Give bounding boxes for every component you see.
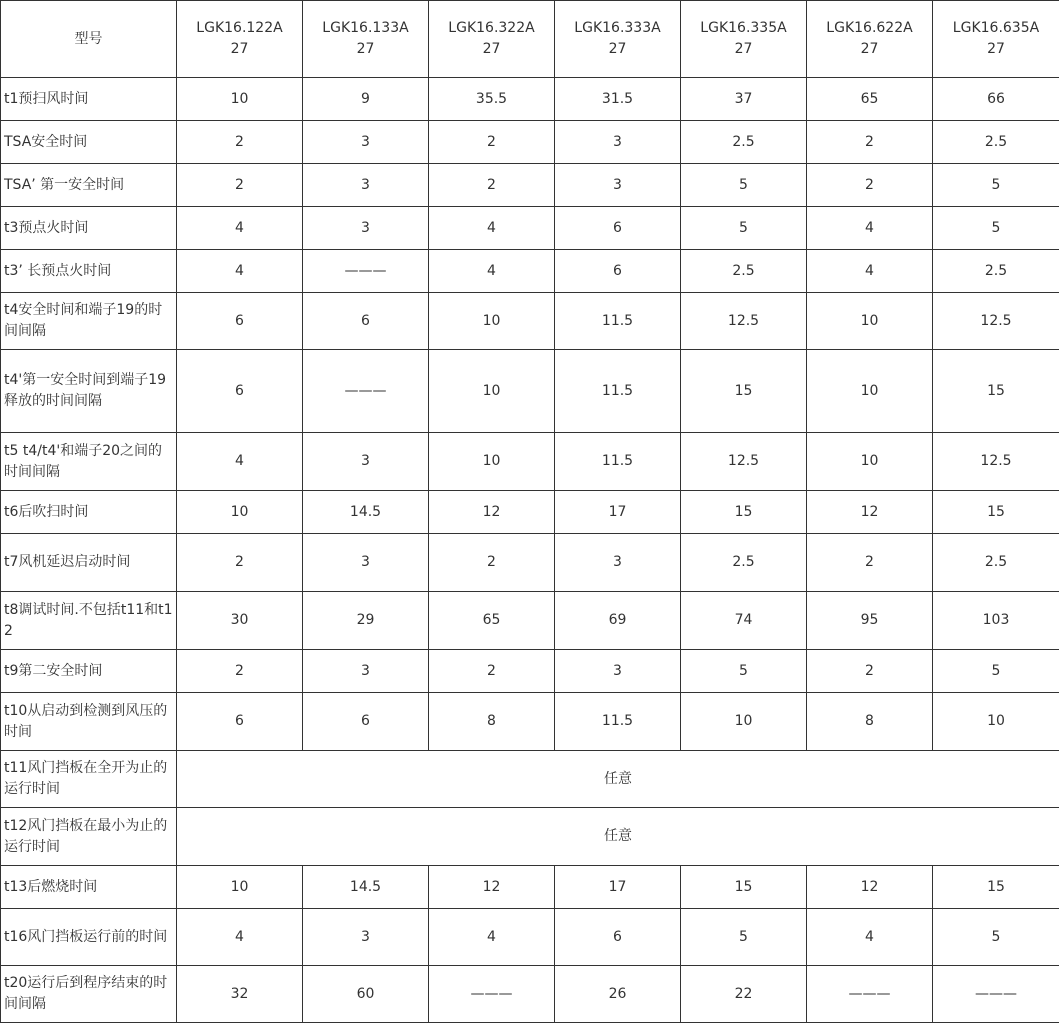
value-cell: 9: [303, 78, 429, 121]
value-cell: 2: [429, 121, 555, 164]
value-cell: 8: [429, 693, 555, 751]
value-cell: 15: [933, 491, 1059, 534]
value-cell: 2.5: [681, 534, 807, 592]
value-cell: 14.5: [303, 491, 429, 534]
merged-value-cell: 任意: [177, 751, 1059, 808]
model-name: LGK16.622A: [810, 18, 929, 39]
value-cell: 4: [429, 909, 555, 966]
value-cell: 6: [303, 693, 429, 751]
value-cell: 6: [177, 293, 303, 350]
value-cell: 10: [429, 350, 555, 433]
value-cell: 12: [807, 491, 933, 534]
value-cell: 12.5: [933, 293, 1059, 350]
value-cell: 15: [681, 491, 807, 534]
value-cell: 2.5: [933, 534, 1059, 592]
value-cell: 17: [555, 866, 681, 909]
model-suffix: 27: [558, 39, 677, 60]
value-cell: 3: [303, 207, 429, 250]
value-cell: 74: [681, 592, 807, 650]
value-cell: 4: [429, 207, 555, 250]
value-cell: 10: [177, 78, 303, 121]
value-cell: 4: [177, 250, 303, 293]
param-label-cell: t13后燃烧时间: [1, 866, 177, 909]
param-label-cell: t5 t4/t4'和端子20之间的时间间隔: [1, 433, 177, 491]
model-suffix: 27: [684, 39, 803, 60]
value-cell: 2: [177, 534, 303, 592]
value-cell: 4: [429, 250, 555, 293]
value-cell: 4: [807, 207, 933, 250]
param-label-cell: t7风机延迟启动时间: [1, 534, 177, 592]
value-cell: 6: [177, 350, 303, 433]
param-label-cell: t11风门挡板在全开为止的运行时间: [1, 751, 177, 808]
value-cell: 22: [681, 966, 807, 1023]
model-suffix: 27: [936, 39, 1056, 60]
table-row: [1, 121, 1059, 164]
value-cell: 5: [933, 909, 1059, 966]
value-cell: 5: [933, 650, 1059, 693]
param-label-cell: t10从启动到检测到风压的时间: [1, 693, 177, 751]
value-cell: 15: [681, 350, 807, 433]
value-cell: 10: [177, 866, 303, 909]
table-row: [1, 909, 1059, 966]
param-label-cell: t12风门挡板在最小为止的运行时间: [1, 808, 177, 866]
model-suffix: 27: [180, 39, 299, 60]
value-cell: 10: [177, 491, 303, 534]
value-cell: 10: [807, 350, 933, 433]
value-cell: 10: [807, 293, 933, 350]
model-cell: [807, 1, 933, 78]
table-row: [1, 650, 1059, 693]
value-cell: 8: [807, 693, 933, 751]
value-cell: 6: [303, 293, 429, 350]
value-cell: 14.5: [303, 866, 429, 909]
value-cell: 4: [177, 433, 303, 491]
value-cell: 10: [681, 693, 807, 751]
value-cell: 3: [555, 650, 681, 693]
table-body: [1, 1, 1059, 1023]
param-label-cell: t16风门挡板运行前的时间: [1, 909, 177, 966]
model-name: LGK16.635A: [936, 18, 1056, 39]
merged-value-cell: 任意: [177, 808, 1059, 866]
value-cell: 2.5: [933, 121, 1059, 164]
param-label-cell: t3预点火时间: [1, 207, 177, 250]
table-row: [1, 592, 1059, 650]
value-cell: 12: [807, 866, 933, 909]
value-cell: 10: [429, 433, 555, 491]
model-cell: [555, 1, 681, 78]
param-label-cell: t8调试时间.不包括t11和t12: [1, 592, 177, 650]
value-cell: 12.5: [933, 433, 1059, 491]
value-cell: 10: [429, 293, 555, 350]
value-cell: 4: [807, 909, 933, 966]
value-cell: 66: [933, 78, 1059, 121]
value-cell: 12: [429, 866, 555, 909]
model-cell: [303, 1, 429, 78]
param-label-cell: t20运行后到程序结束的时间间隔: [1, 966, 177, 1023]
table-row: [1, 966, 1059, 1023]
header-row: [1, 1, 1059, 78]
value-cell: 65: [429, 592, 555, 650]
value-cell: 29: [303, 592, 429, 650]
value-cell: 2.5: [681, 250, 807, 293]
param-label-cell: t9第二安全时间: [1, 650, 177, 693]
value-cell: 103: [933, 592, 1059, 650]
model-name: LGK16.335A: [684, 18, 803, 39]
value-cell: 35.5: [429, 78, 555, 121]
value-cell: 2: [429, 534, 555, 592]
value-cell: 15: [681, 866, 807, 909]
model-name: LGK16.122A: [180, 18, 299, 39]
table-row: [1, 491, 1059, 534]
model-name: LGK16.322A: [432, 18, 551, 39]
value-cell: 2: [177, 164, 303, 207]
param-label-cell: t1预扫风时间: [1, 78, 177, 121]
table-row: [1, 293, 1059, 350]
value-cell: 12.5: [681, 433, 807, 491]
value-cell: 95: [807, 592, 933, 650]
value-cell: 37: [681, 78, 807, 121]
value-cell: 31.5: [555, 78, 681, 121]
value-cell: 2.5: [933, 250, 1059, 293]
table-row: [1, 207, 1059, 250]
table-row: [1, 693, 1059, 751]
value-cell: 2: [177, 650, 303, 693]
table-row: [1, 78, 1059, 121]
value-cell: 6: [555, 207, 681, 250]
value-cell: 2: [429, 164, 555, 207]
value-cell: ———: [933, 966, 1059, 1023]
model-cell: [933, 1, 1059, 78]
value-cell: 11.5: [555, 433, 681, 491]
value-cell: 5: [933, 207, 1059, 250]
value-cell: 3: [303, 650, 429, 693]
table-row: [1, 164, 1059, 207]
value-cell: 3: [555, 534, 681, 592]
value-cell: 15: [933, 866, 1059, 909]
param-label-cell: t4安全时间和端子19的时间间隔: [1, 293, 177, 350]
value-cell: 4: [807, 250, 933, 293]
value-cell: 2: [807, 534, 933, 592]
value-cell: 3: [303, 121, 429, 164]
table-row: [1, 866, 1059, 909]
value-cell: 2: [807, 650, 933, 693]
value-cell: 4: [177, 207, 303, 250]
model-cell: [429, 1, 555, 78]
value-cell: 12.5: [681, 293, 807, 350]
table-row: [1, 751, 1059, 808]
value-cell: 60: [303, 966, 429, 1023]
value-cell: 3: [303, 909, 429, 966]
value-cell: 2: [429, 650, 555, 693]
param-label-cell: t6后吹扫时间: [1, 491, 177, 534]
param-label-cell: t3’ 长预点火时间: [1, 250, 177, 293]
model-suffix: 27: [306, 39, 425, 60]
value-cell: 15: [933, 350, 1059, 433]
table-row: [1, 534, 1059, 592]
value-cell: 69: [555, 592, 681, 650]
value-cell: 6: [555, 250, 681, 293]
model-name: LGK16.133A: [306, 18, 425, 39]
value-cell: 5: [681, 164, 807, 207]
value-cell: 3: [303, 433, 429, 491]
value-cell: ———: [429, 966, 555, 1023]
model-name: LGK16.333A: [558, 18, 677, 39]
value-cell: 11.5: [555, 293, 681, 350]
table-row: [1, 433, 1059, 491]
value-cell: ———: [807, 966, 933, 1023]
value-cell: 5: [681, 207, 807, 250]
value-cell: 11.5: [555, 693, 681, 751]
param-label-cell: TSA安全时间: [1, 121, 177, 164]
value-cell: ———: [303, 350, 429, 433]
value-cell: 12: [429, 491, 555, 534]
value-cell: 2: [807, 164, 933, 207]
value-cell: 6: [555, 909, 681, 966]
value-cell: 3: [303, 164, 429, 207]
value-cell: 5: [681, 909, 807, 966]
value-cell: 4: [177, 909, 303, 966]
model-cell: [177, 1, 303, 78]
value-cell: 10: [807, 433, 933, 491]
value-cell: 65: [807, 78, 933, 121]
value-cell: 10: [933, 693, 1059, 751]
value-cell: 3: [555, 164, 681, 207]
value-cell: 11.5: [555, 350, 681, 433]
value-cell: 30: [177, 592, 303, 650]
value-cell: 2: [177, 121, 303, 164]
value-cell: 2.5: [681, 121, 807, 164]
value-cell: 3: [303, 534, 429, 592]
value-cell: 17: [555, 491, 681, 534]
value-cell: 5: [681, 650, 807, 693]
param-label-cell: t4'第一安全时间到端子19释放的时间间隔: [1, 350, 177, 433]
value-cell: 3: [555, 121, 681, 164]
value-cell: 2: [807, 121, 933, 164]
table-row: [1, 808, 1059, 866]
model-cell: [681, 1, 807, 78]
value-cell: 5: [933, 164, 1059, 207]
value-cell: 32: [177, 966, 303, 1023]
model-suffix: 27: [810, 39, 929, 60]
param-label-cell: TSA’ 第一安全时间: [1, 164, 177, 207]
value-cell: 6: [177, 693, 303, 751]
value-cell: ———: [303, 250, 429, 293]
table-row: [1, 350, 1059, 433]
value-cell: 26: [555, 966, 681, 1023]
header-label-cell: 型号: [1, 1, 177, 78]
model-suffix: 27: [432, 39, 551, 60]
table-row: [1, 250, 1059, 293]
